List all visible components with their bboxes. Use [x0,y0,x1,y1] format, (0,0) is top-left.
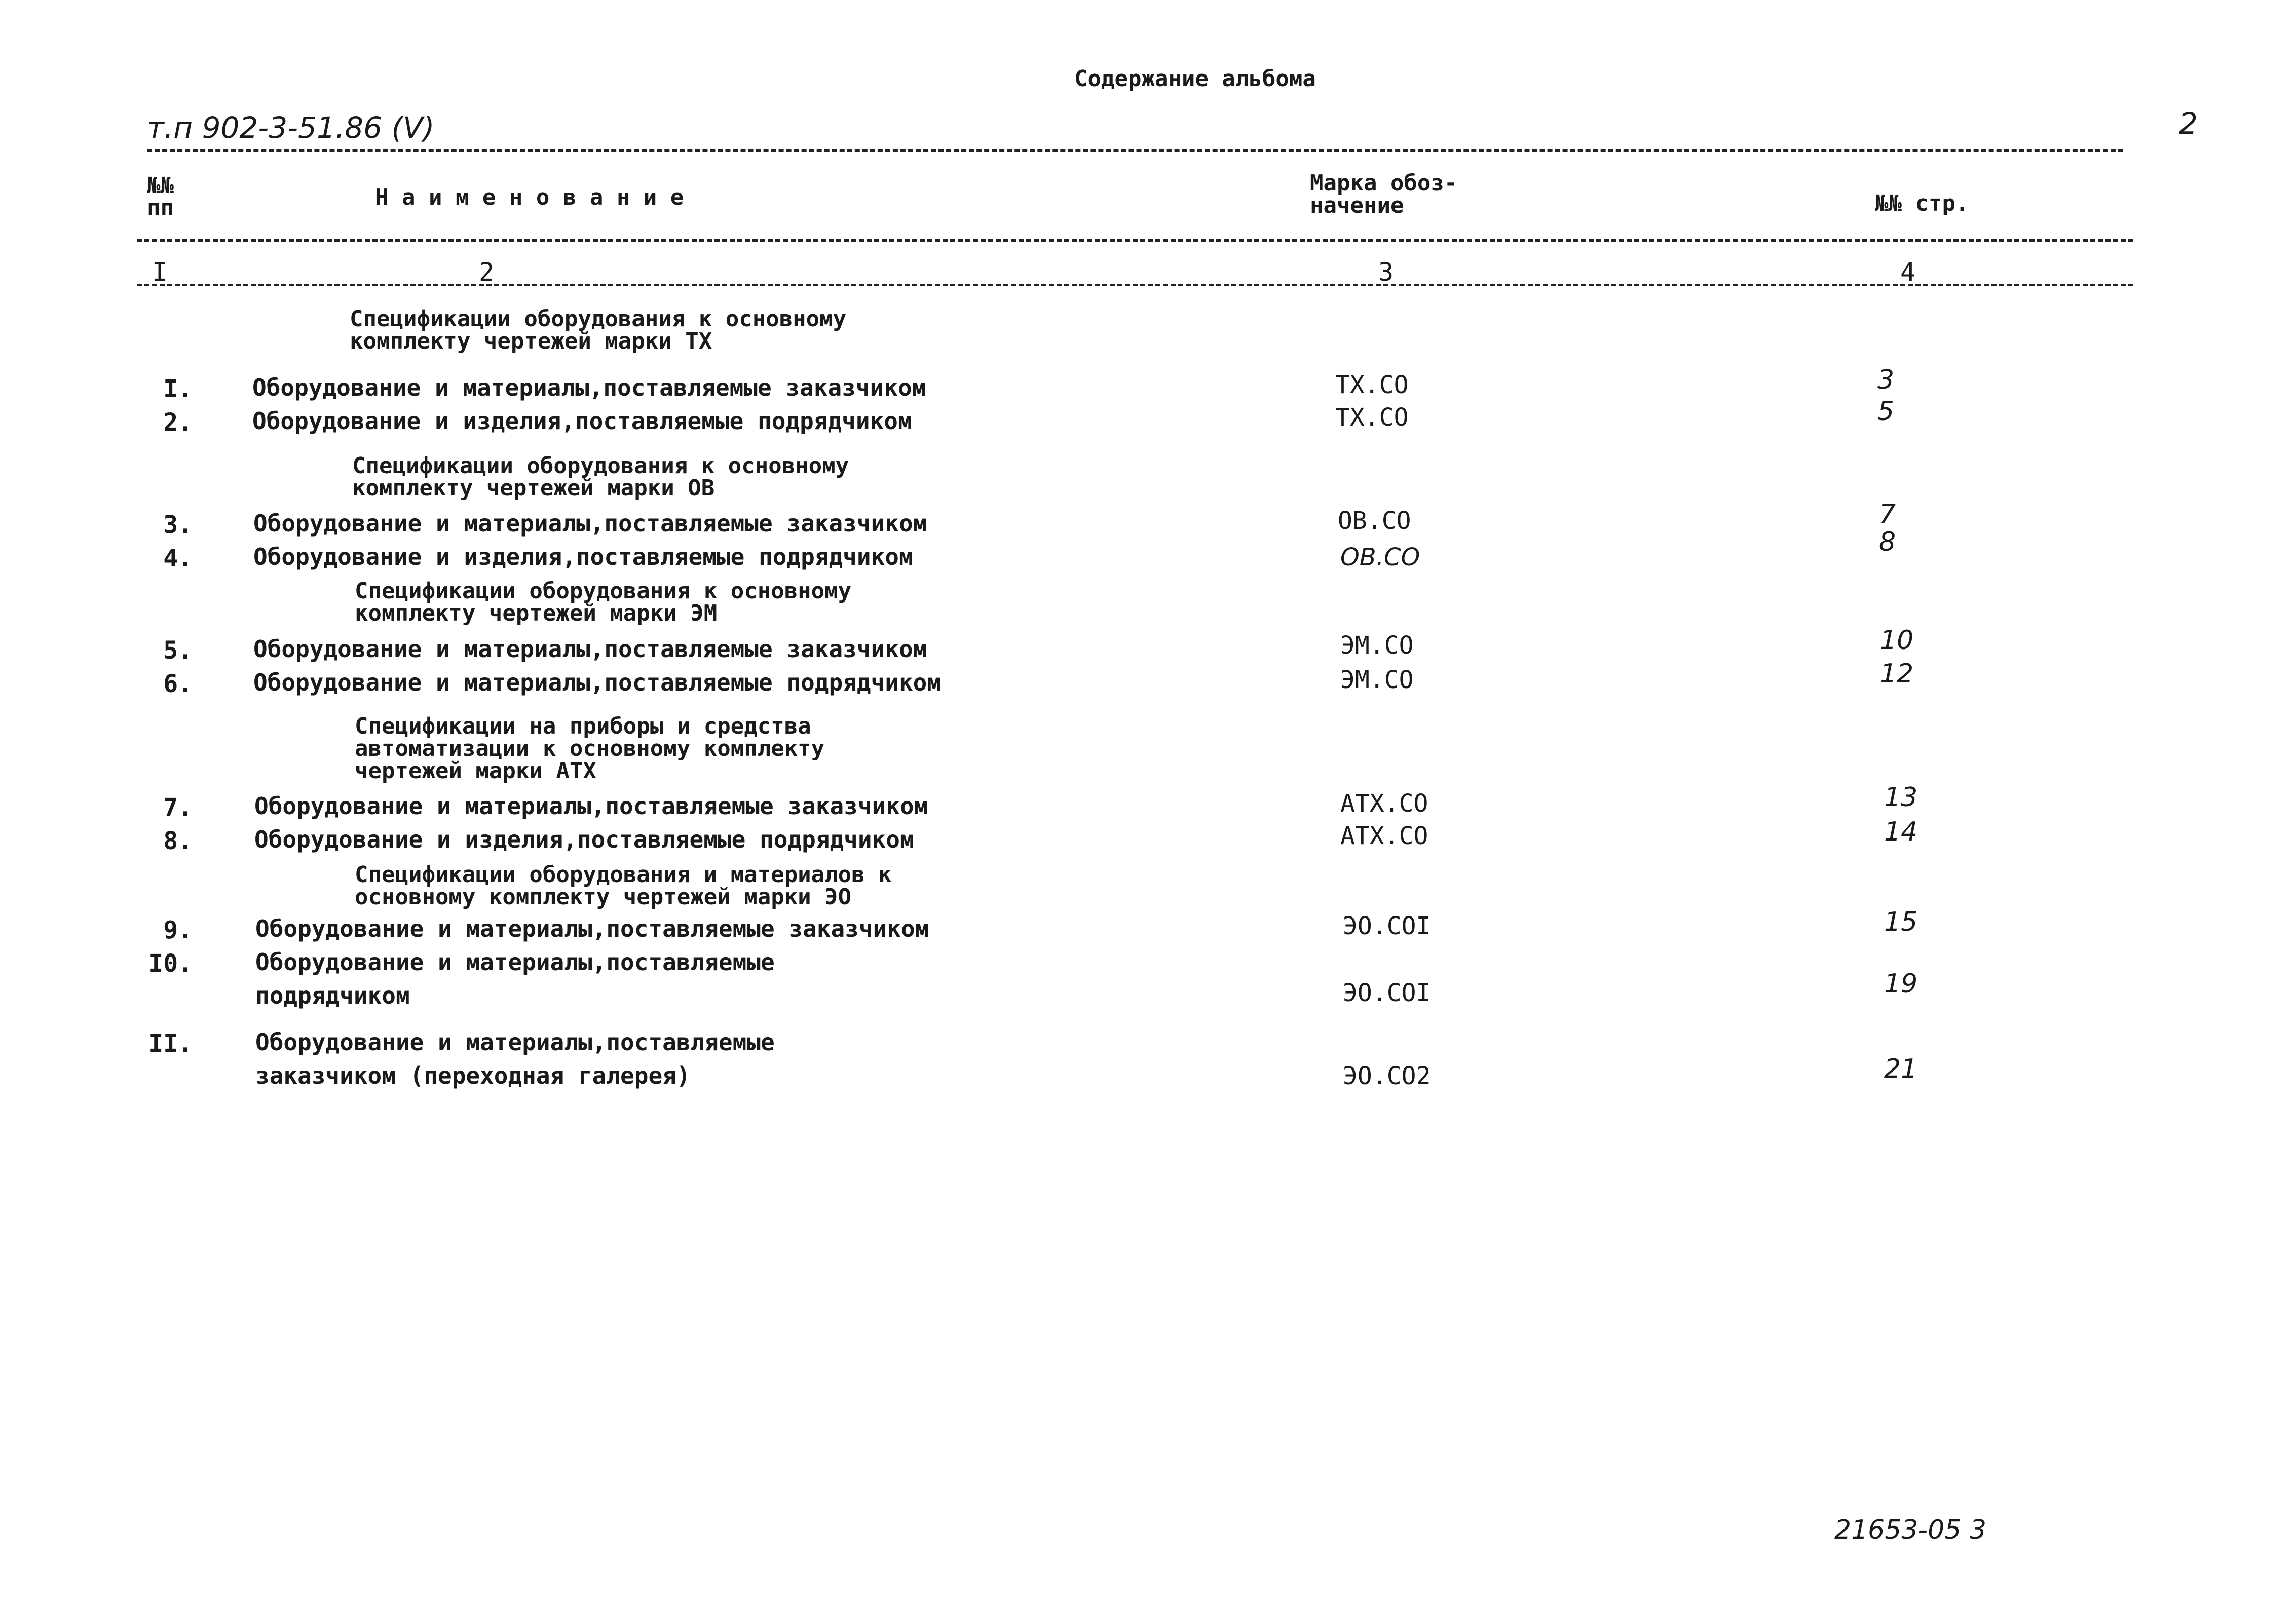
row-page: 21 [1884,1054,1918,1084]
row-page: 10 [1880,625,1914,656]
archive-code: 21653-05 3 [1834,1515,1986,1545]
row-number: 2. [163,408,193,437]
row-page: 3 [1877,365,1895,395]
row-number: 9. [163,916,193,944]
row-mark: АТХ.СО [1340,822,1428,850]
header-col-mark: Марка обоз- начение [1310,170,1458,218]
rule-top [147,149,2123,152]
row-mark: ЭО.СО2 [1343,1062,1431,1090]
document-title: Содержание альбома [1074,66,1316,92]
row-page: 14 [1884,817,1918,847]
section-heading-atx: Спецификации на приборы и средства автоматизации к основному комплекту чертежей марки АТХ [355,713,825,784]
column-number-4: 4 [1900,257,1916,287]
row-name: Оборудование и материалы,поставляемые заказчиком [253,635,927,663]
row-page: 5 [1877,396,1895,427]
row-mark: ЭО.СОI [1343,912,1431,940]
row-name: Оборудование и материалы,поставляемые подрядчиком [253,669,942,696]
row-page: 19 [1884,969,1918,999]
section-heading-ov: Спецификации оборудования к основному комплекту чертежей марки ОВ [352,453,849,501]
row-mark: АТХ.СО [1340,789,1428,818]
row-name: Оборудование и материалы,поставляемые заказчиком [254,792,928,820]
column-number-2: 2 [479,257,495,287]
row-mark: ОВ.СО [1340,543,1420,571]
row-name: Оборудование и изделия,поставляемые подрядчиком [253,543,913,570]
rule-header-bottom [137,239,2133,242]
row-number: I0. [148,949,193,978]
section-heading-em: Спецификации оборудования к основному комплекту чертежей марки ЭМ [355,578,852,626]
row-name: Оборудование и материалы,поставляемые подрядчиком [255,948,775,1009]
row-mark: ЭМ.СО [1340,666,1414,694]
row-mark: ЭО.СОI [1343,979,1431,1007]
row-page: 13 [1884,782,1918,813]
row-number: 8. [163,827,193,855]
section-heading-tx: Спецификации оборудования к основному комплекту чертежей марки ТХ [350,306,847,354]
section-heading-eo: Спецификации оборудования и материалов к основному комплекту чертежей марки ЭО [355,862,892,910]
row-name: Оборудование и материалы,поставляемые заказчиком [255,915,929,942]
row-number: 7. [163,793,193,822]
row-name: Оборудование и изделия,поставляемые подрядчиком [252,407,912,435]
row-number: 6. [163,670,193,698]
row-number: 3. [163,511,193,539]
row-number: I. [163,375,193,403]
row-name: Оборудование и материалы,поставляемые заказчиком [252,374,926,401]
row-page: 7 [1879,499,1896,529]
column-number-3: 3 [1378,257,1394,287]
header-col-number: №№ пп [147,173,174,221]
row-mark: ТХ.СО [1335,371,1409,399]
row-mark: ЭМ.СО [1340,631,1414,660]
row-page: 15 [1884,907,1918,937]
page-number: 2 [2179,106,2198,141]
row-mark: ОВ.СО [1338,507,1411,535]
project-code: т.п 902-3-51.86 (V) [147,110,435,145]
row-name: Оборудование и материалы,поставляемые заказчиком [253,510,927,537]
row-page: 12 [1880,659,1914,689]
row-number: 5. [163,636,193,665]
rule-colnum-bottom [137,284,2133,286]
header-col-name: Н а и м е н о в а н и е [375,184,684,210]
row-name: Оборудование и изделия,поставляемые подрядчиком [254,826,914,853]
row-number: 4. [163,544,193,572]
row-number: II. [148,1029,193,1058]
row-mark: ТХ.СО [1335,403,1409,432]
header-col-page: №№ стр. [1875,190,1969,216]
row-page: 8 [1879,527,1896,557]
row-name: Оборудование и материалы,поставляемые заказчиком (переходная галерея) [255,1028,775,1089]
column-number-1: I [152,257,168,287]
